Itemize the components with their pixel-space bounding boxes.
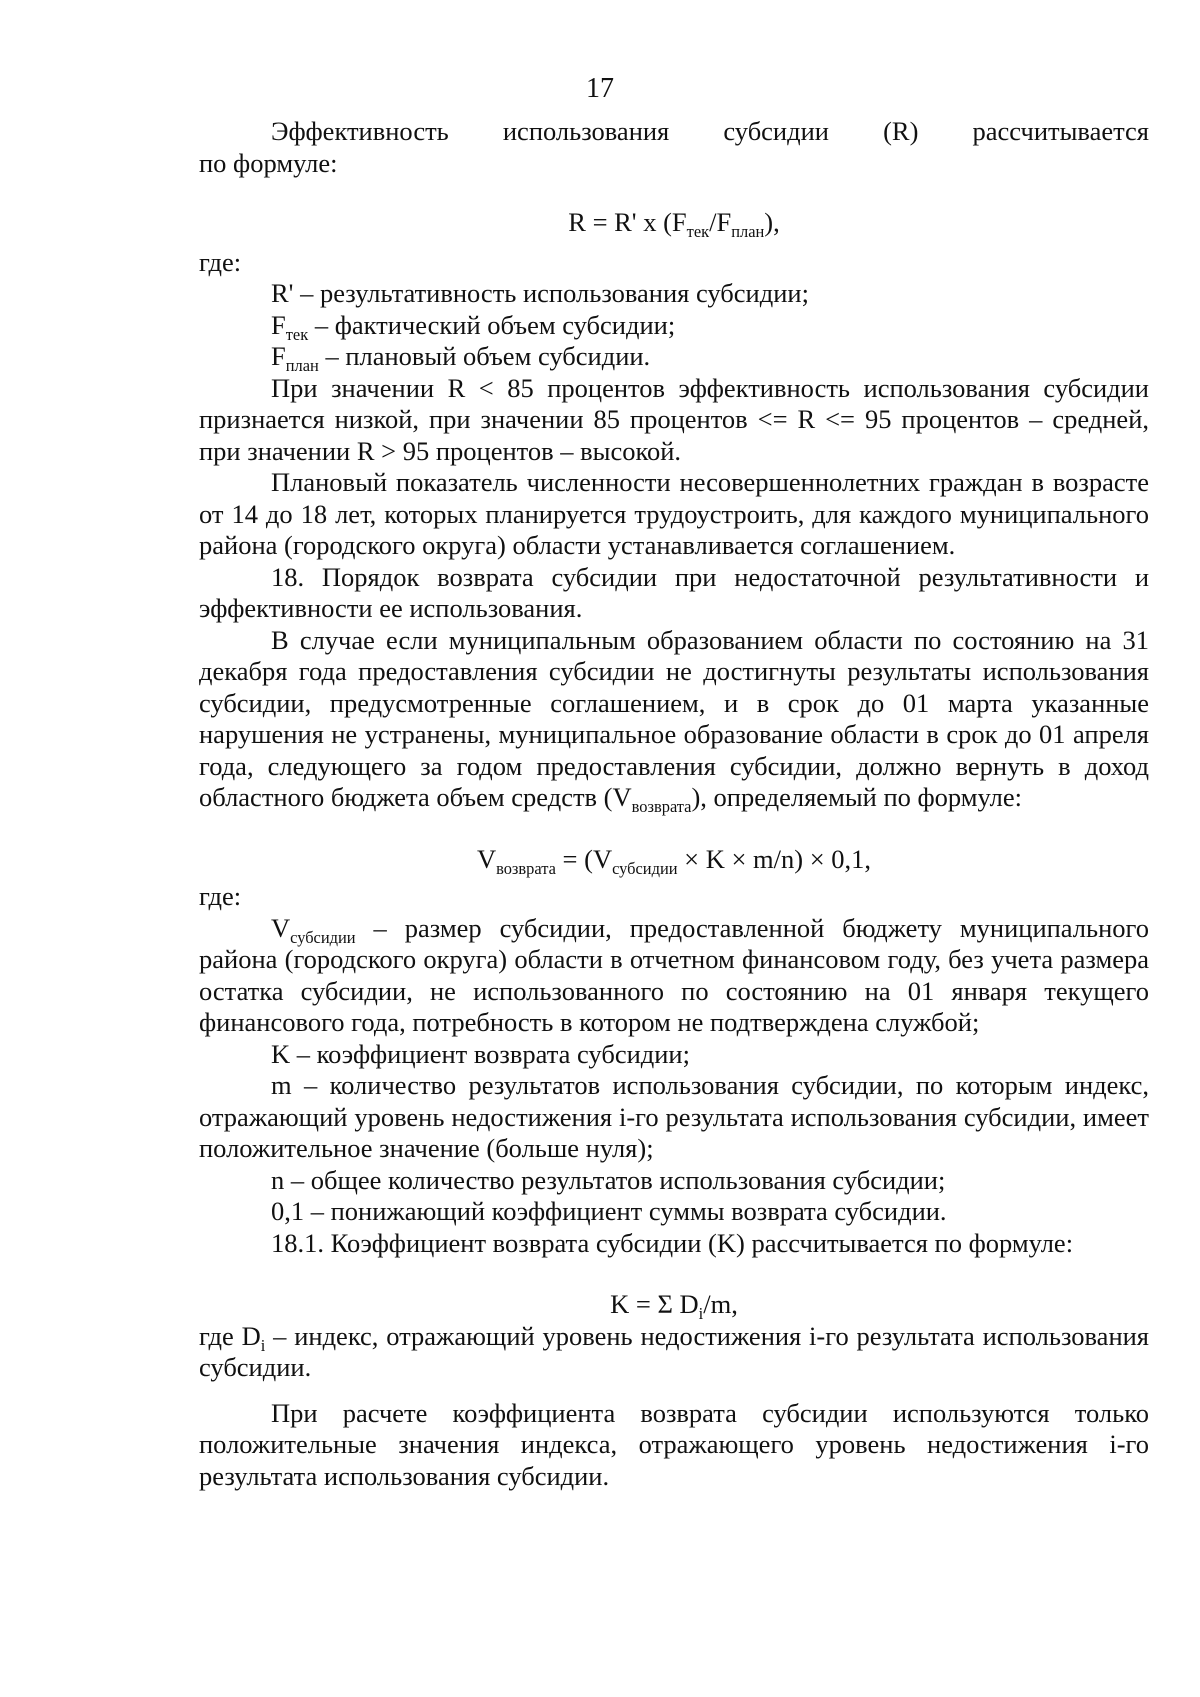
where-label: где:: [199, 246, 242, 277]
definition-k: K – коэффициент возврата субсидии;: [271, 1038, 690, 1069]
intro-word: Эффективность: [271, 116, 449, 146]
formula-efficiency: R = R' x $(F_{тек}/F_{план})$,: [568, 207, 780, 241]
definition-coefficient-01: 0,1 – понижающий коэффициент суммы возврата субсидии.: [271, 1196, 947, 1226]
paragraph-return-case: В случае если муниципальным образованием области по состоянию на 31 декабря года предоставления субсидии не достигнуты результаты использования субсидии, предусмотренные соглашением, и в срок до 01 марта указанные нарушения не устранены, муниципальное образование области в срок до 01 апреля года, следующего за годом предоставления субсидии, должно вернуть в доход областного бюджета объем средств $(V_{возврата})$, определяемый по формуле:: [199, 624, 1149, 816]
page-number: 17: [586, 73, 614, 104]
paragraph-rating: При значении R < 85 процентов эффективность использования субсидии признается низкой, при значении 85 процентов <= R <= 95 процентов – средней, при значении R > 95 процентов – высокой.: [199, 372, 1149, 466]
document-body: [199, 116, 1149, 1492]
definition-f-plan: $F_{план}$ – плановый объем субсидии.: [271, 341, 651, 375]
paragraph-section-18: 18. Порядок возврата субсидии при недостаточной результативности и эффективности ее использования.: [199, 561, 1149, 623]
definition-di: где $D_i$ – индекс, отражающий уровень недостижения i-го результата использования субсидии.: [199, 1320, 1149, 1382]
definition-r-prime: R' – результативность использования субсидии;: [271, 278, 809, 308]
formula-return-volume: $V_{возврата} = (V_{субсидии} \times K \times m/n) \times 0,1$,: [476, 843, 872, 878]
intro-line: [199, 116, 1149, 148]
paragraph-planned-indicator: Плановый показатель численности несовершеннолетних граждан в возрасте от 14 до 18 лет, которых планируется трудоустроить, для каждого муниципального района (городского округа) области устанавливается соглашением.: [199, 467, 1149, 560]
definition-m: m – количество результатов использования субсидии, по которым индекс, отражающий уровень недостижения i-го результата использования субсидии, имеет положительное значение (больше нуля);: [199, 1070, 1149, 1163]
intro-word: рассчитывается: [972, 116, 1149, 146]
formula-return-coefficient: K = Σ $D_i/m$,: [610, 1289, 738, 1323]
definition-f-tek: $F_{тек}$ – фактический объем субсидии;: [271, 309, 676, 344]
paragraph-calculation-note: При расчете коэффициента возврата субсидии используются только положительные значения индекса, отражающего уровень недостижения i-го результата использования субсидии.: [199, 1397, 1149, 1491]
paragraph-section-18-1: 18.1. Коэффициент возврата субсидии (K) рассчитывается по формуле:: [271, 1227, 1074, 1258]
where-label: где:: [199, 881, 242, 911]
definition-v-subsidy: $V_{субсидии}$ – размер субсидии, предоставленной бюджету муниципального района (городского округа) области в отчетном финансовом году, без учета размера остатка субсидии, не использованного по состоянию на 01 января текущего финансового года, потребность в котором не подтверждена службой;: [199, 912, 1149, 1037]
intro-word: (R): [883, 116, 919, 146]
intro-continuation: по формуле:: [199, 147, 338, 178]
paragraph-gap: [199, 1384, 1149, 1398]
intro-word: использования: [502, 116, 670, 146]
definition-n: n – общее количество результатов использования субсидии;: [271, 1164, 946, 1195]
intro-word: субсидии: [723, 116, 829, 146]
